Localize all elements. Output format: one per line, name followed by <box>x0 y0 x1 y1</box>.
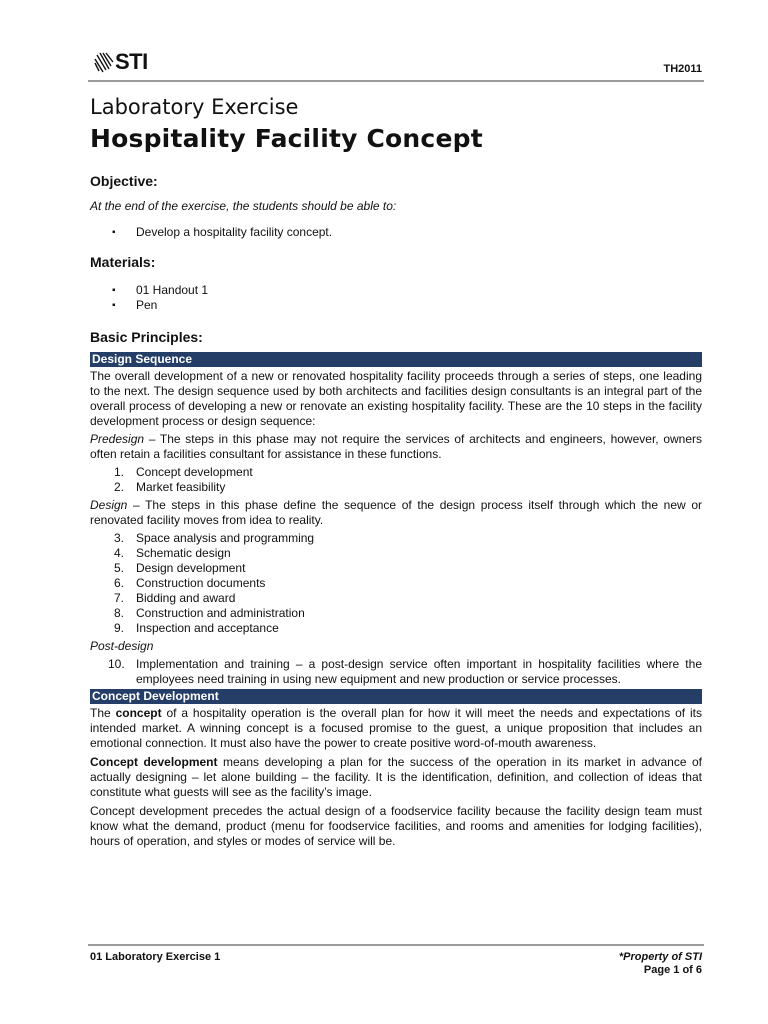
postdesign-steps <box>90 657 702 687</box>
list-item: ▪ Pen <box>90 298 702 313</box>
concept-development-paragraph: Concept development means developing a plan for the success of the operation in its market in advance of actually designing – let alone building – the facility. It is the identification, definition, and collection of ideas that constitute what guests will see as the facility’s image. <box>90 755 702 799</box>
concept-development-term: Concept development <box>90 755 218 769</box>
concept-term: concept <box>115 706 162 720</box>
list-item: 2. Market feasibility <box>113 480 226 494</box>
predesign-label: Predesign <box>90 432 145 446</box>
design-paragraph <box>90 498 702 528</box>
design-sequence-intro: The overall development of a new or renovated hospitality facility proceeds through a series of steps, one leading to the next. The design sequence used by both architects and facilities design consultants is an integral part of the overall process of developing a new or renovate an existing hospitality facility. These are the 10 steps in the facility development process or design sequence: <box>90 369 702 428</box>
design-label: Design <box>90 498 128 512</box>
exercise-kind: Laboratory Exercise <box>90 95 299 119</box>
list-item: 9. Inspection and acceptance <box>113 621 279 635</box>
page-number: Page 1 of 6 <box>643 964 702 976</box>
design-text: – The steps in this phase define the sequence of the design process itself through which the new or renovated facility moves from idea to reality. <box>90 498 702 527</box>
logo-text: STI <box>115 49 148 74</box>
list-item: 1. Concept development <box>113 465 253 479</box>
concept-development-section-bar: Concept Development <box>90 689 702 704</box>
predesign-text: – The steps in this phase may not require the services of architects and engineers, however, owners often retain a facilities consultant for assistance in these functions. <box>90 432 702 461</box>
footer-document-name: 01 Laboratory Exercise 1 <box>90 951 221 963</box>
list-item: ▪ 01 Handout 1 <box>90 283 702 298</box>
document-code: TH2011 <box>663 63 702 75</box>
basic-principles-heading: Basic Principles: <box>90 329 203 345</box>
list-item: 5. Design development <box>113 561 246 575</box>
concept-precedes-paragraph: Concept development precedes the actual design of a foodservice facility because the facility design team must know what the demand, product (menu for foodservice facilities, and rooms and amenities for lodging facilities), hours of operation, and styles or modes of service will be. <box>90 804 702 848</box>
sti-logo <box>94 48 148 76</box>
header-rule <box>88 80 704 82</box>
objective-intro: At the end of the exercise, the students should be able to: <box>90 199 397 213</box>
list-item: 4. Schematic design <box>113 546 231 560</box>
page-content <box>90 92 702 849</box>
list-item: 7. Bidding and award <box>113 591 236 605</box>
postdesign-label: Post-design <box>90 639 154 653</box>
design-steps <box>90 531 702 636</box>
globe-logo-icon <box>94 51 114 73</box>
list-item: 3. Space analysis and programming <box>113 531 315 545</box>
page-title: Hospitality Facility Concept <box>90 124 483 153</box>
predesign-paragraph <box>90 432 702 462</box>
predesign-steps <box>90 465 702 495</box>
list-item: 10. Implementation and training – a post-design service often important in hospitality facilities where the employees need training in using new equipment and new production or service processes. <box>108 657 702 686</box>
objective-heading: Objective: <box>90 173 158 189</box>
list-item: 6. Construction documents <box>113 576 266 590</box>
design-sequence-section-bar: Design Sequence <box>90 352 702 367</box>
concept-paragraph: The concept of a hospitality operation is the overall plan for how it will meet the needs and expectations of its intended market. A winning concept is a focused promise to the guest, a unique proposition that includes an emotional connection. It must also have the power to create positive word-of-mouth awareness. <box>90 706 702 750</box>
footer-rule <box>88 944 704 946</box>
objective-list <box>90 225 702 240</box>
materials-list <box>90 283 702 313</box>
property-notice: *Property of STI <box>618 951 702 963</box>
list-item: ▪ Develop a hospitality facility concept. <box>90 225 702 240</box>
footer-right <box>619 951 702 977</box>
materials-heading: Materials: <box>90 254 156 270</box>
list-item: 8. Construction and administration <box>113 606 305 620</box>
